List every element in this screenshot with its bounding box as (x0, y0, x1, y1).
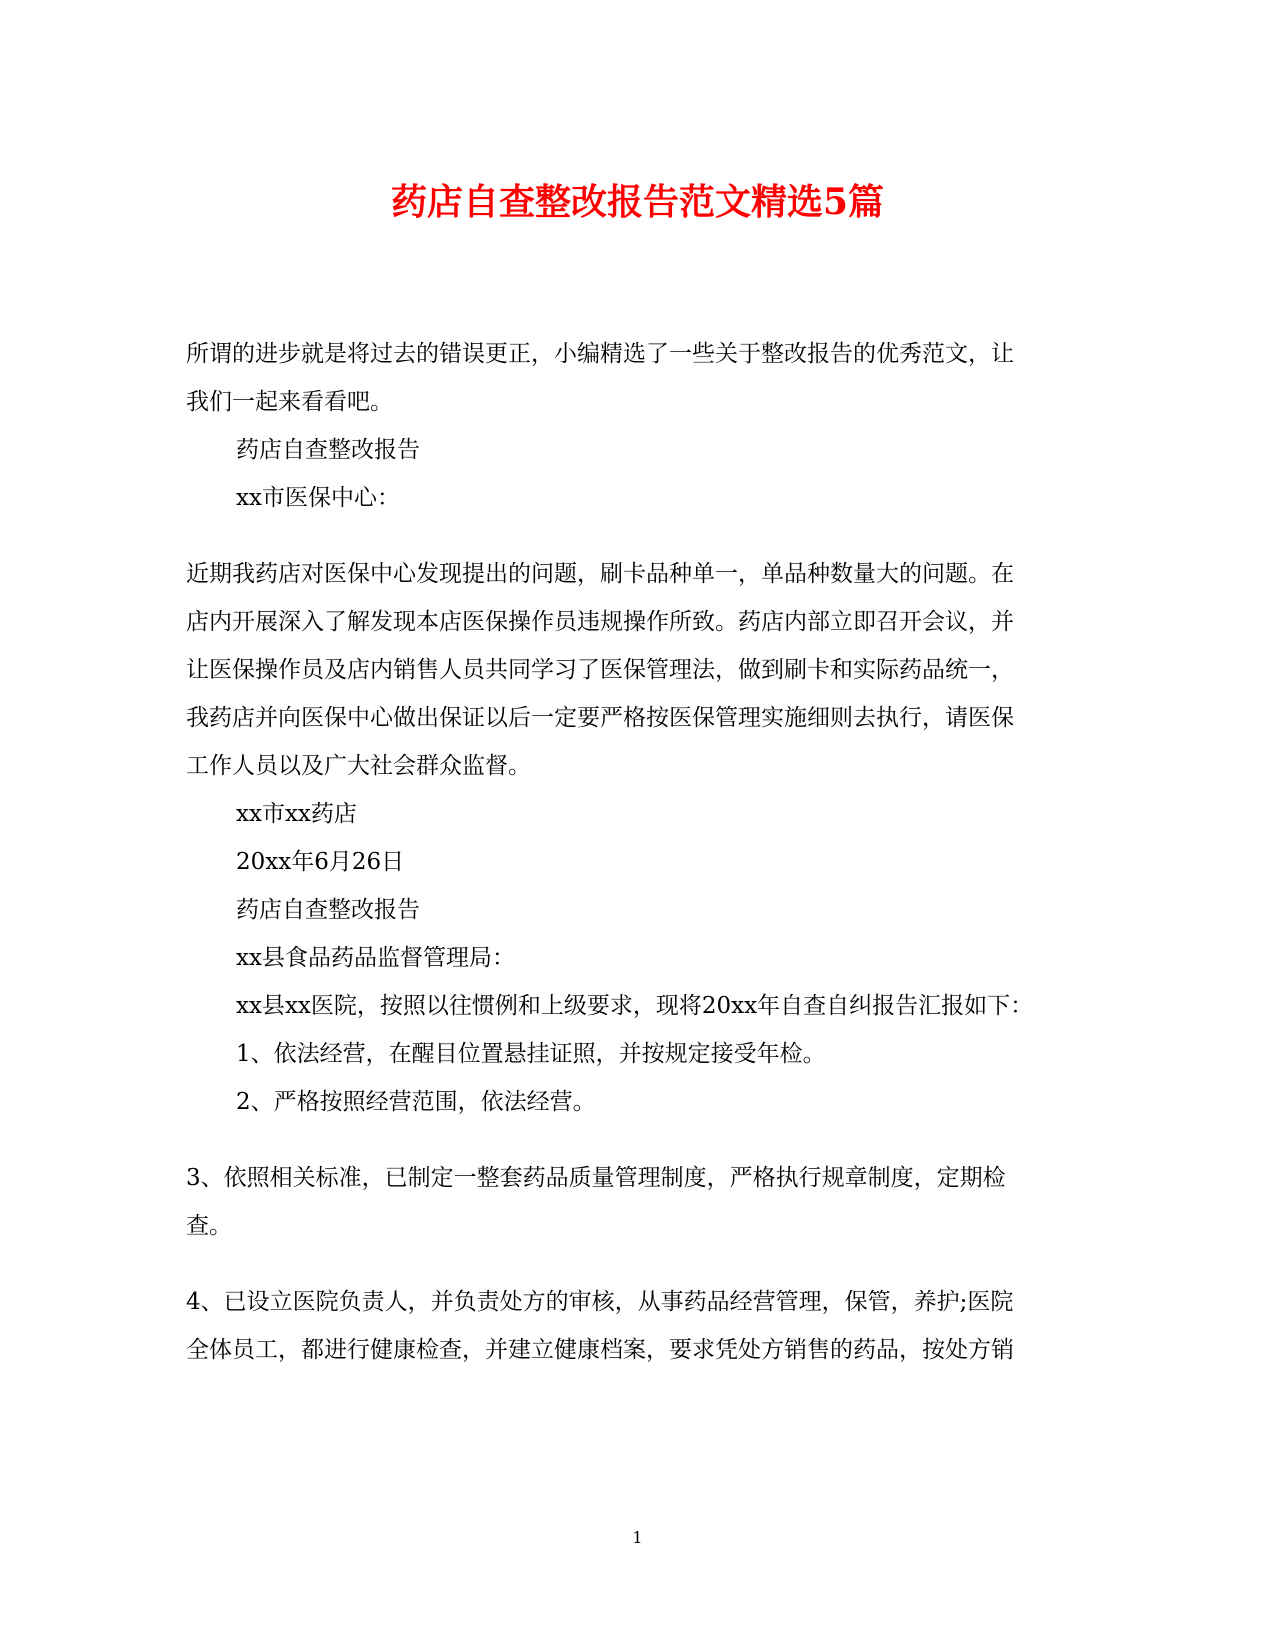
report1-heading: 药店自查整改报告 (236, 437, 420, 463)
report2-heading: 药店自查整改报告 (236, 897, 420, 923)
report1-addressee: xx市医保中心： (236, 485, 400, 511)
report2-item-1: 1、依法经营，在醒目位置悬挂证照，并按规定接受年检。 (236, 1041, 826, 1067)
report2-item-4-line: 4、已设立医院负责人，并负责处方的审核，从事药品经营管理，保管，养护;医院 (186, 1289, 1014, 1315)
paragraph-gap (186, 1250, 1086, 1278)
report1-signature: xx市xx药店 (236, 801, 357, 827)
document-body (186, 330, 1086, 1374)
page-number: 1 (632, 1528, 643, 1547)
report1-body-line: 店内开展深入了解发现本店医保操作员违规操作所致。药店内部立即召开会议，并 (186, 609, 1014, 635)
report1-body-line: 让医保操作员及店内销售人员共同学习了医保管理法，做到刷卡和实际药品统一， (186, 657, 1014, 683)
report1-body-line: 近期我药店对医保中心发现提出的问题，刷卡品种单一，单品种数量大的问题。在 (186, 561, 1014, 587)
report1-body-line: 我药店并向医保中心做出保证以后一定要严格按医保管理实施细则去执行，请医保 (186, 705, 1014, 731)
paragraph-gap (186, 1126, 1086, 1154)
report2-item-4-line: 全体员工，都进行健康检查，并建立健康档案，要求凭处方销售的药品，按处方销 (186, 1337, 1014, 1363)
report2-item-2: 2、严格按照经营范围，依法经营。 (236, 1089, 596, 1115)
report1-body-line: 工作人员以及广大社会群众监督。 (186, 753, 531, 779)
report2-addressee: xx县食品药品监督管理局： (236, 945, 515, 971)
document-title: 药店自查整改报告范文精选5篇 (390, 181, 885, 223)
intro-line-1: 所谓的进步就是将过去的错误更正，小编精选了一些关于整改报告的优秀范文，让 (186, 341, 1014, 367)
report1-date: 20xx年6月26日 (236, 849, 405, 875)
paragraph-gap (186, 522, 1086, 550)
report2-item-3-line: 查。 (186, 1213, 232, 1239)
report2-opening: xx县xx医院，按照以往惯例和上级要求，现将20xx年自查自纠报告汇报如下： (236, 993, 1034, 1019)
intro-line-2: 我们一起来看看吧。 (186, 389, 393, 415)
report2-item-3-line: 3、依照相关标准，已制定一整套药品质量管理制度，严格执行规章制度，定期检 (186, 1165, 1006, 1191)
